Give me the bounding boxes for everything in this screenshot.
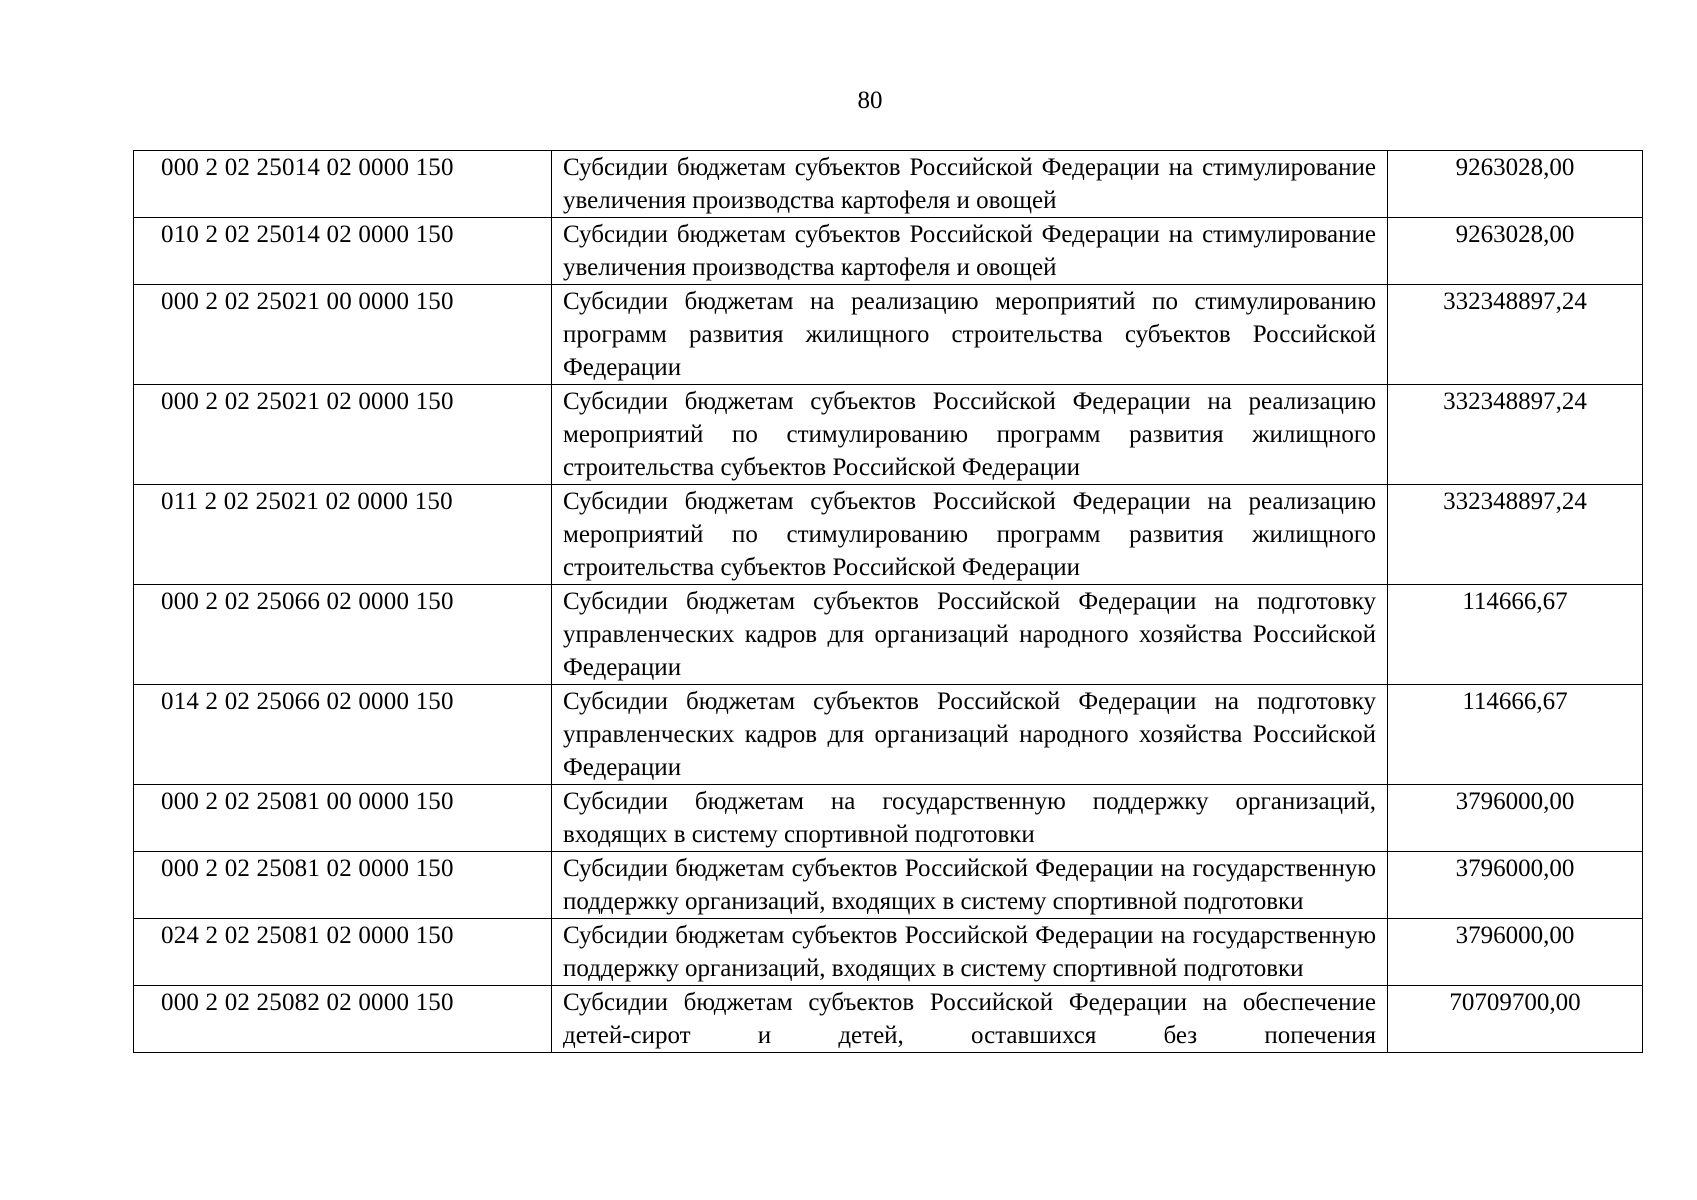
budget-classification-code: 000 2 02 25021 02 0000 150 (134, 385, 552, 485)
amount-value: 332348897,24 (1388, 485, 1643, 585)
amount-value: 332348897,24 (1388, 385, 1643, 485)
budget-classification-code: 010 2 02 25014 02 0000 150 (134, 218, 552, 285)
budget-classification-code: 000 2 02 25021 00 0000 150 (134, 285, 552, 385)
page-number: 80 (857, 87, 883, 114)
revenue-description: Субсидии бюджетам субъектов Российской Федерации на реализацию мероприятий по стимулированию программ развития жилищного строительства субъектов Российской Федерации (552, 385, 1388, 485)
budget-classification-code: 000 2 02 25082 02 0000 150 (134, 986, 552, 1053)
amount-value: 70709700,00 (1388, 986, 1643, 1053)
amount-value: 3796000,00 (1388, 919, 1643, 986)
table-row (134, 785, 1643, 852)
amount-value: 114666,67 (1388, 685, 1643, 785)
amount-value: 3796000,00 (1388, 785, 1643, 852)
revenue-description: Субсидии бюджетам субъектов Российской Федерации на реализацию мероприятий по стимулированию программ развития жилищного строительства субъектов Российской Федерации (552, 485, 1388, 585)
table-row (134, 919, 1643, 986)
revenue-description: Субсидии бюджетам субъектов Российской Федерации на стимулирование увеличения производства картофеля и овощей (552, 151, 1388, 218)
amount-value: 114666,67 (1388, 585, 1643, 685)
amount-value: 332348897,24 (1388, 285, 1643, 385)
revenue-description: Субсидии бюджетам субъектов Российской Федерации на стимулирование увеличения производства картофеля и овощей (552, 218, 1388, 285)
table-row (134, 218, 1643, 285)
budget-classification-code: 011 2 02 25021 02 0000 150 (134, 485, 552, 585)
revenue-description: Субсидии бюджетам субъектов Российской Федерации на государственную поддержку организаций, входящих в систему спортивной подготовки (552, 919, 1388, 986)
table-row (134, 585, 1643, 685)
revenue-description: Субсидии бюджетам на реализацию мероприятий по стимулированию программ развития жилищного строительства субъектов Российской Федерации (552, 285, 1388, 385)
amount-value: 9263028,00 (1388, 218, 1643, 285)
revenue-description: Субсидии бюджетам субъектов Российской Федерации на государственную поддержку организаций, входящих в систему спортивной подготовки (552, 852, 1388, 919)
revenue-description: Субсидии бюджетам субъектов Российской Федерации на подготовку управленческих кадров для организаций народного хозяйства Российской Федерации (552, 585, 1388, 685)
table-row (134, 485, 1643, 585)
budget-classification-code: 000 2 02 25014 02 0000 150 (134, 151, 552, 218)
table-row (134, 986, 1643, 1053)
table-row (134, 852, 1643, 919)
budget-classification-code: 014 2 02 25066 02 0000 150 (134, 685, 552, 785)
amount-value: 3796000,00 (1388, 852, 1643, 919)
table-row (134, 285, 1643, 385)
revenue-description: Субсидии бюджетам на государственную поддержку организаций, входящих в систему спортивной подготовки (552, 785, 1388, 852)
revenue-description: Субсидии бюджетам субъектов Российской Федерации на обеспечение детей-сирот и детей, оставшихся без попечения (552, 986, 1388, 1053)
table-row (134, 385, 1643, 485)
revenue-description: Субсидии бюджетам субъектов Российской Федерации на подготовку управленческих кадров для организаций народного хозяйства Российской Федерации (552, 685, 1388, 785)
table-row (134, 151, 1643, 218)
budget-classification-code: 024 2 02 25081 02 0000 150 (134, 919, 552, 986)
budget-revenue-table (133, 150, 1643, 1053)
budget-classification-code: 000 2 02 25081 02 0000 150 (134, 852, 552, 919)
budget-classification-code: 000 2 02 25081 00 0000 150 (134, 785, 552, 852)
table-row (134, 685, 1643, 785)
amount-value: 9263028,00 (1388, 151, 1643, 218)
budget-classification-code: 000 2 02 25066 02 0000 150 (134, 585, 552, 685)
